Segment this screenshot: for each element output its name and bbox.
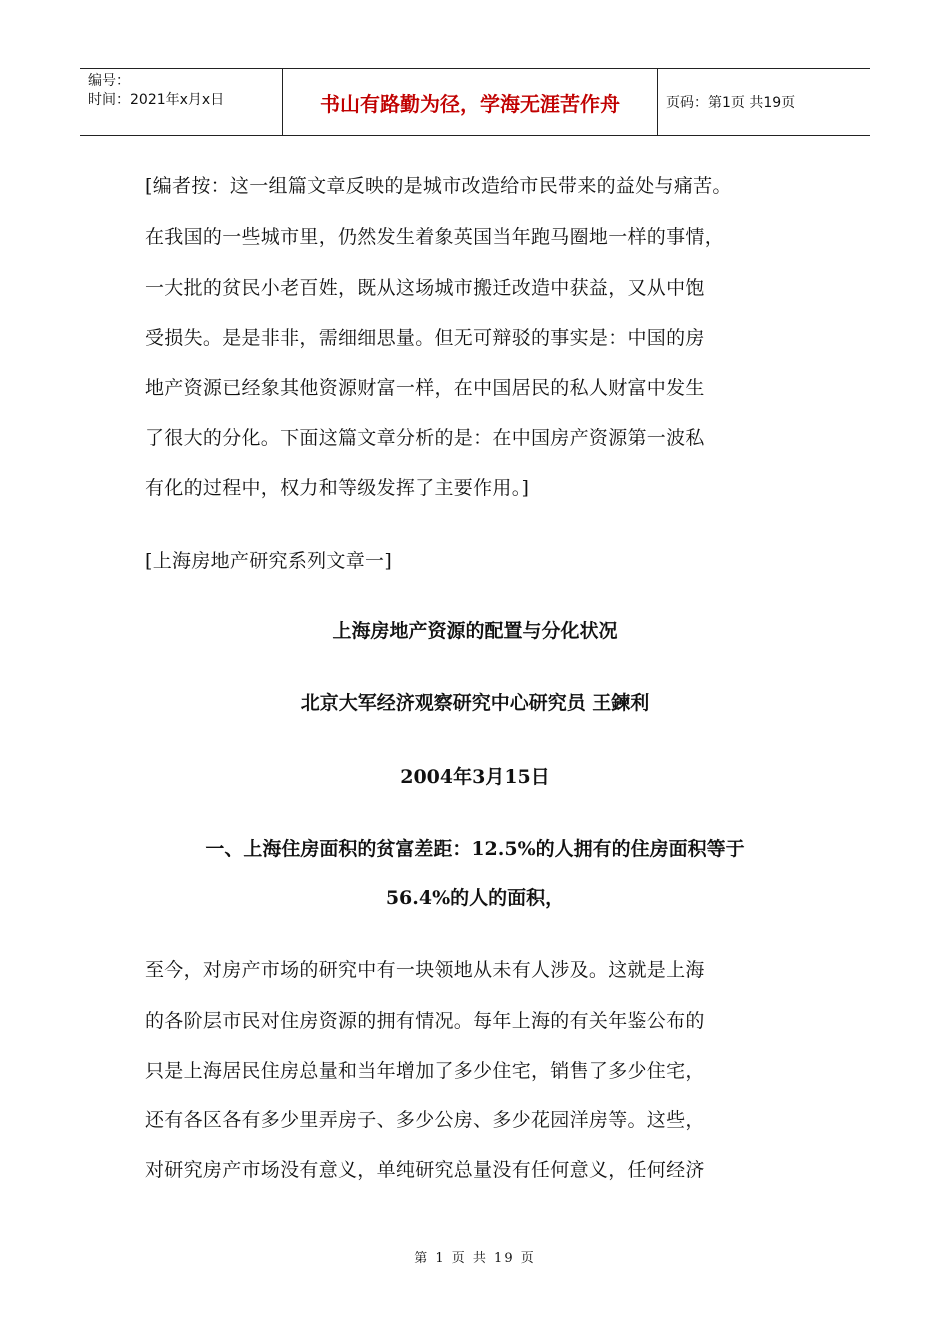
time-label: 时间：2021年x月x日 bbox=[88, 92, 225, 108]
paragraph-line: 还有各区各有多少里弄房子、多少公房、多少花园洋房等。这些， bbox=[145, 1109, 705, 1131]
paragraph-line: 至今，对房产市场的研究中有一块领地从未有人涉及。这就是上海 bbox=[145, 959, 705, 981]
editor-note-line: 有化的过程中，权力和等级发挥了主要作用。] bbox=[145, 477, 530, 499]
editor-note-line: 一大批的贫民小老百姓，既从这场城市搬迁改造中获益，又从中饱 bbox=[145, 277, 705, 299]
editor-note-line: 地产资源已经象其他资源财富一样，在中国居民的私人财富中发生 bbox=[145, 377, 705, 399]
article-author: 北京大军经济观察研究中心研究员 王鍊利 bbox=[300, 692, 650, 714]
article-title: 上海房地产资源的配置与分化状况 bbox=[332, 620, 618, 642]
editor-note-line: 了很大的分化。下面这篇文章分析的是：在中国房产资源第一波私 bbox=[145, 427, 705, 449]
editor-note-line: 受损失。是是非非，需细细思量。但无可辩驳的事实是：中国的房 bbox=[145, 327, 705, 349]
section-heading-line1: 一、上海住房面积的贫富差距：12.5%的人拥有的住房面积等于 bbox=[205, 838, 745, 860]
series-label: [上海房地产研究系列文章一] bbox=[145, 550, 393, 572]
editor-note-line: 在我国的一些城市里，仍然发生着象英国当年跑马圈地一样的事情， bbox=[145, 226, 725, 248]
header-meta bbox=[80, 69, 282, 135]
paragraph-line: 的各阶层市民对住房资源的拥有情况。每年上海的有关年鉴公布的 bbox=[145, 1010, 705, 1032]
header-page-info: 页码：第1页 共19页 bbox=[666, 95, 796, 111]
editor-note-line: [编者按：这一组篇文章反映的是城市改造给市民带来的益处与痛苦。 bbox=[145, 175, 732, 197]
page-header bbox=[80, 68, 870, 136]
header-motto: 书山有路勤为径，学海无涯苦作舟 bbox=[282, 69, 658, 135]
page-footer: 第 1 页 共 19 页 bbox=[414, 1251, 536, 1266]
paragraph-line: 只是上海居民住房总量和当年增加了多少住宅，销售了多少住宅， bbox=[145, 1060, 705, 1082]
number-label: 编号： bbox=[88, 73, 130, 89]
article-date: 2004年3月15日 bbox=[400, 766, 550, 788]
paragraph-line: 对研究房产市场没有意义，单纯研究总量没有任何意义，任何经济 bbox=[145, 1159, 705, 1181]
section-heading-line2: 56.4%的人的面积， bbox=[385, 887, 565, 909]
